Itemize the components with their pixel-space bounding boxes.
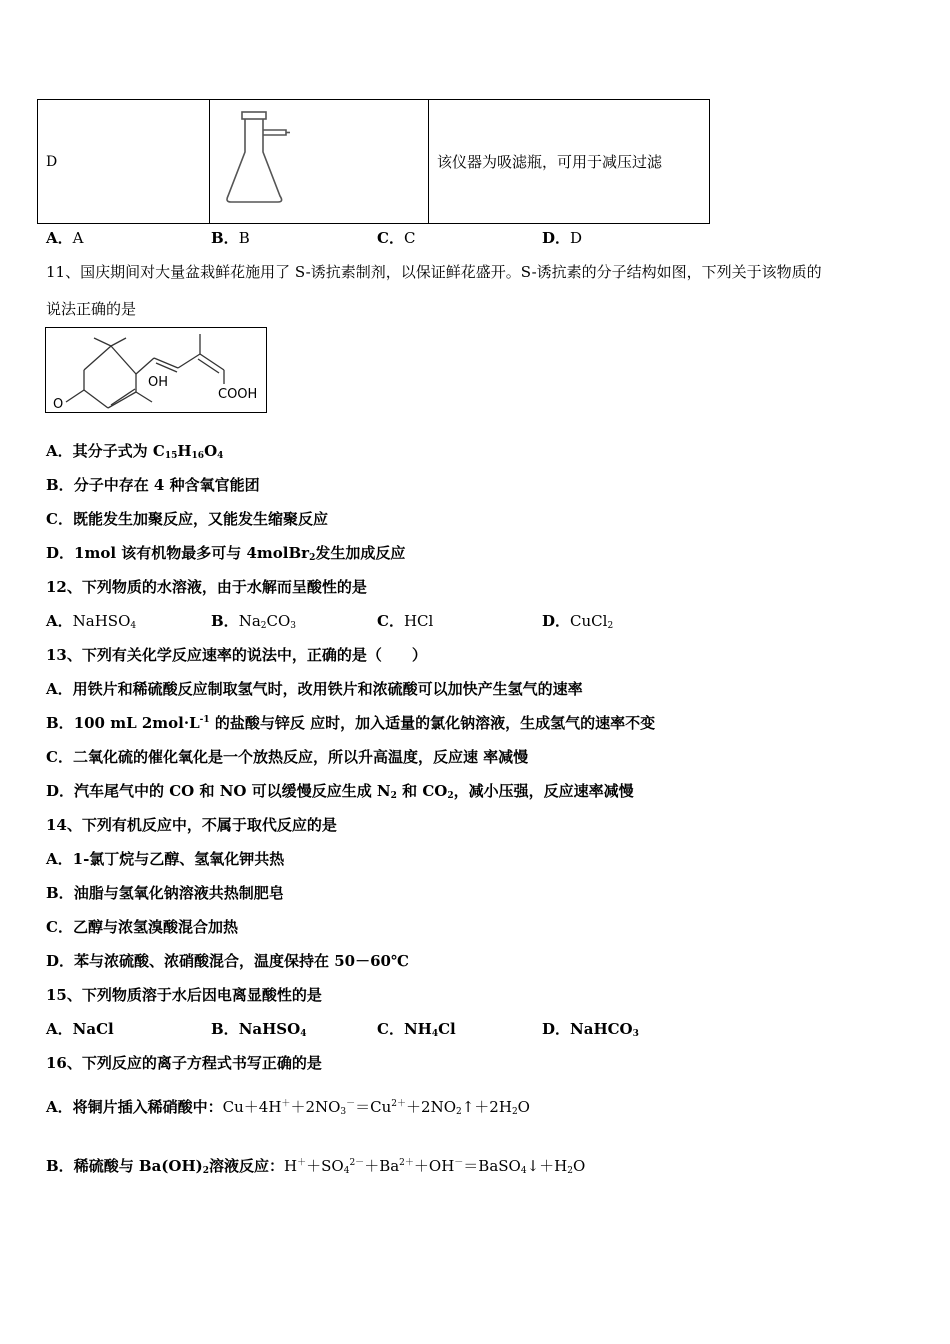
q14-option-c[interactable]: C．乙醇与浓氢溴酸混合加热 — [46, 918, 238, 936]
oh-label: OH — [148, 375, 169, 390]
q11-option-c[interactable]: C．既能发生加聚反应，又能发生缩聚反应 — [46, 510, 328, 528]
q15-stem: 15、下列物质溶于水后因电离显酸性的是 — [46, 986, 322, 1004]
q14-stem: 14、下列有机反应中，不属于取代反应的是 — [46, 816, 337, 834]
q11-option-d[interactable]: D．1mol 该有机物最多可与 4molBr$_2$发生加成反应 — [46, 544, 406, 563]
q11-option-a[interactable]: A．其分子式为 $C_{15}H_{16}O_4$ — [46, 442, 224, 461]
row-label: D — [38, 100, 210, 224]
q10-option-d[interactable]: D．D — [542, 229, 583, 247]
q15-option-d[interactable]: D．NaHCO$_3$ — [542, 1020, 639, 1039]
q16-a-equation: $Cu+4H^++2NO_3^-=Cu^{2+}+2NO_2↑+2H_2O$ — [222, 1098, 530, 1117]
q15-option-a[interactable]: A．NaCl — [46, 1020, 114, 1038]
apparatus-table — [37, 99, 710, 224]
cooh-label: COOH — [218, 387, 258, 402]
q11-stem-line1: 11、国庆期间对大量盆栽鲜花施用了 S-诱抗素制剂，以保证鲜花盛开。S-诱抗素的分子结构如图，下列关于该物质的 — [46, 263, 822, 281]
q12-option-d[interactable]: D．CuCl$_2$ — [542, 612, 614, 631]
q10-option-a[interactable]: A．A — [46, 229, 84, 247]
suction-flask-icon — [210, 100, 426, 219]
q10-option-b[interactable]: B．B — [211, 229, 250, 247]
q11-stem-line2: 说法正确的是 — [46, 300, 137, 318]
flask-image-cell — [210, 100, 429, 224]
q14-option-b[interactable]: B．油脂与氢氧化钠溶液共热制肥皂 — [46, 884, 284, 902]
o-label: O — [53, 397, 64, 412]
q14-option-a[interactable]: A．1-氯丁烷与乙醇、氢氧化钾共热 — [46, 850, 285, 868]
q12-stem: 12、下列物质的水溶液，由于水解而呈酸性的是 — [46, 578, 367, 596]
q16-stem: 16、下列反应的离子方程式书写正确的是 — [46, 1054, 322, 1072]
q16-b-equation: $H^++SO_4^{2-}+Ba^{2+}+OH^-=BaSO_4↓+H_2O$ — [284, 1157, 586, 1176]
q13-option-d[interactable]: D．汽车尾气中的 CO 和 NO 可以缓慢反应生成 $N_2$ 和 $CO_2$，减小压强，反应速率减慢 — [46, 782, 634, 801]
row-description: 该仪器为吸滤瓶，可用于减压过滤 — [429, 100, 710, 224]
q12-option-b[interactable]: B．$Na_2CO_3$ — [211, 612, 297, 631]
q12-option-a[interactable]: A．NaHSO$_4$ — [46, 612, 137, 631]
q13-option-c[interactable]: C．二氧化硫的催化氧化是一个放热反应，所以升高温度，反应速 率减慢 — [46, 748, 529, 766]
q15-option-b[interactable]: B．NaHSO$_4$ — [211, 1020, 307, 1039]
table-row — [38, 100, 710, 224]
q15-option-c[interactable]: C．$NH_4Cl$ — [377, 1020, 456, 1039]
q16-option-b[interactable]: B．稀硫酸与 $Ba(OH)_2$溶液反应：$H^++SO_4^{2-}+Ba^{2+}+OH^-=BaSO_4↓+H_2O$ — [46, 1157, 586, 1176]
q16-option-a[interactable]: A．将铜片插入稀硝酸中：$Cu+4H^++2NO_3^-=Cu^{2+}+2NO_2↑+2H_2O$ — [46, 1098, 530, 1117]
q10-option-c[interactable]: C．C — [377, 229, 416, 247]
q13-option-a[interactable]: A．用铁片和稀硫酸反应制取氢气时，改用铁片和浓硫酸可以加快产生氢气的速率 — [46, 680, 583, 698]
q13-stem: 13、下列有关化学反应速率的说法中，正确的是（ ） — [46, 646, 427, 664]
s-abscisic-acid-structure-icon — [46, 328, 266, 412]
q13-option-b[interactable]: B．100 mL $2mol\cdot L^{-1}$ 的盐酸与锌反 应时，加入适量的氯化钠溶液，生成氢气的速率不变 — [46, 714, 656, 732]
q14-option-d[interactable]: D．苯与浓硫酸、浓硝酸混合，温度保持在 50－60℃ — [46, 952, 409, 970]
molecule-structure — [45, 327, 267, 413]
q11-option-b[interactable]: B．分子中存在 4 种含氧官能团 — [46, 476, 260, 494]
q12-option-c[interactable]: C．HCl — [377, 612, 434, 630]
